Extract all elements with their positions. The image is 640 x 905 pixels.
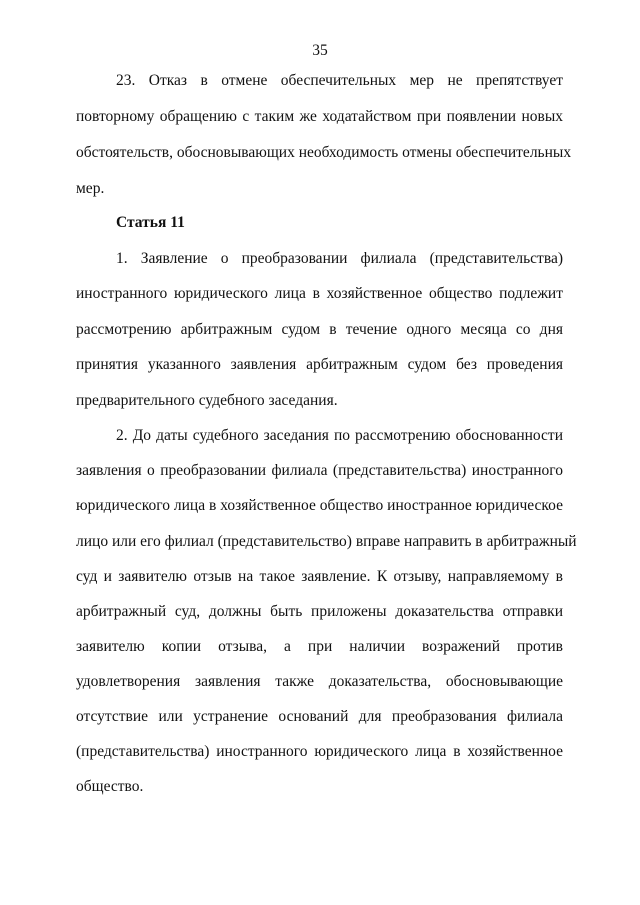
para-2-line-3: юридического лица в хозяйственное общество иностранное юридическое [76,497,563,514]
para-2-line-11: общество. [76,778,144,795]
para-2-line-4: лицо или его филиал (представительство) вправе направить в арбитражный [76,533,577,550]
para-23-line-3: обстоятельств, обосновывающих необходимость отмены обеспечительных [76,144,572,161]
para-1-line-4: принятия указанного заявления арбитражным судом без проведения [76,356,563,373]
para-23-line-2: повторному обращению с таким же ходатайством при появлении новых [76,108,563,125]
para-1-line-5: предварительного судебного заседания. [76,392,338,409]
para-2-line-2: заявления о преобразовании филиала (представительства) иностранного [76,462,563,479]
para-23-line-1: 23. Отказ в отмене обеспечительных мер не препятствует [116,72,563,89]
para-2-line-1: 2. До даты судебного заседания по рассмотрению обоснованности [116,427,563,444]
para-2-line-7: заявителю копии отзыва, а при наличии возражений против [76,638,563,655]
para-1-line-1: 1. Заявление о преобразовании филиала (представительства) [116,250,563,267]
para-23-line-4: мер. [76,180,105,197]
page-number: 35 [312,42,328,59]
para-2-line-8: удовлетворения заявления также доказательства, обосновывающие [76,673,563,690]
para-2-line-6: арбитражный суд, должны быть приложены доказательства отправки [76,603,563,620]
para-2-line-10: (представительства) иностранного юридического лица в хозяйственное [76,743,563,760]
para-1-line-3: рассмотрению арбитражным судом в течение одного месяца со дня [76,321,563,338]
para-2-line-9: отсутствие или устранение оснований для преобразования филиала [76,708,563,725]
para-2-line-5: суд и заявителю отзыв на такое заявление. К отзыву, направляемому в [76,568,563,585]
para-1-line-2: иностранного юридического лица в хозяйственное общество подлежит [76,285,563,302]
article-heading: Статья 11 [116,214,185,231]
